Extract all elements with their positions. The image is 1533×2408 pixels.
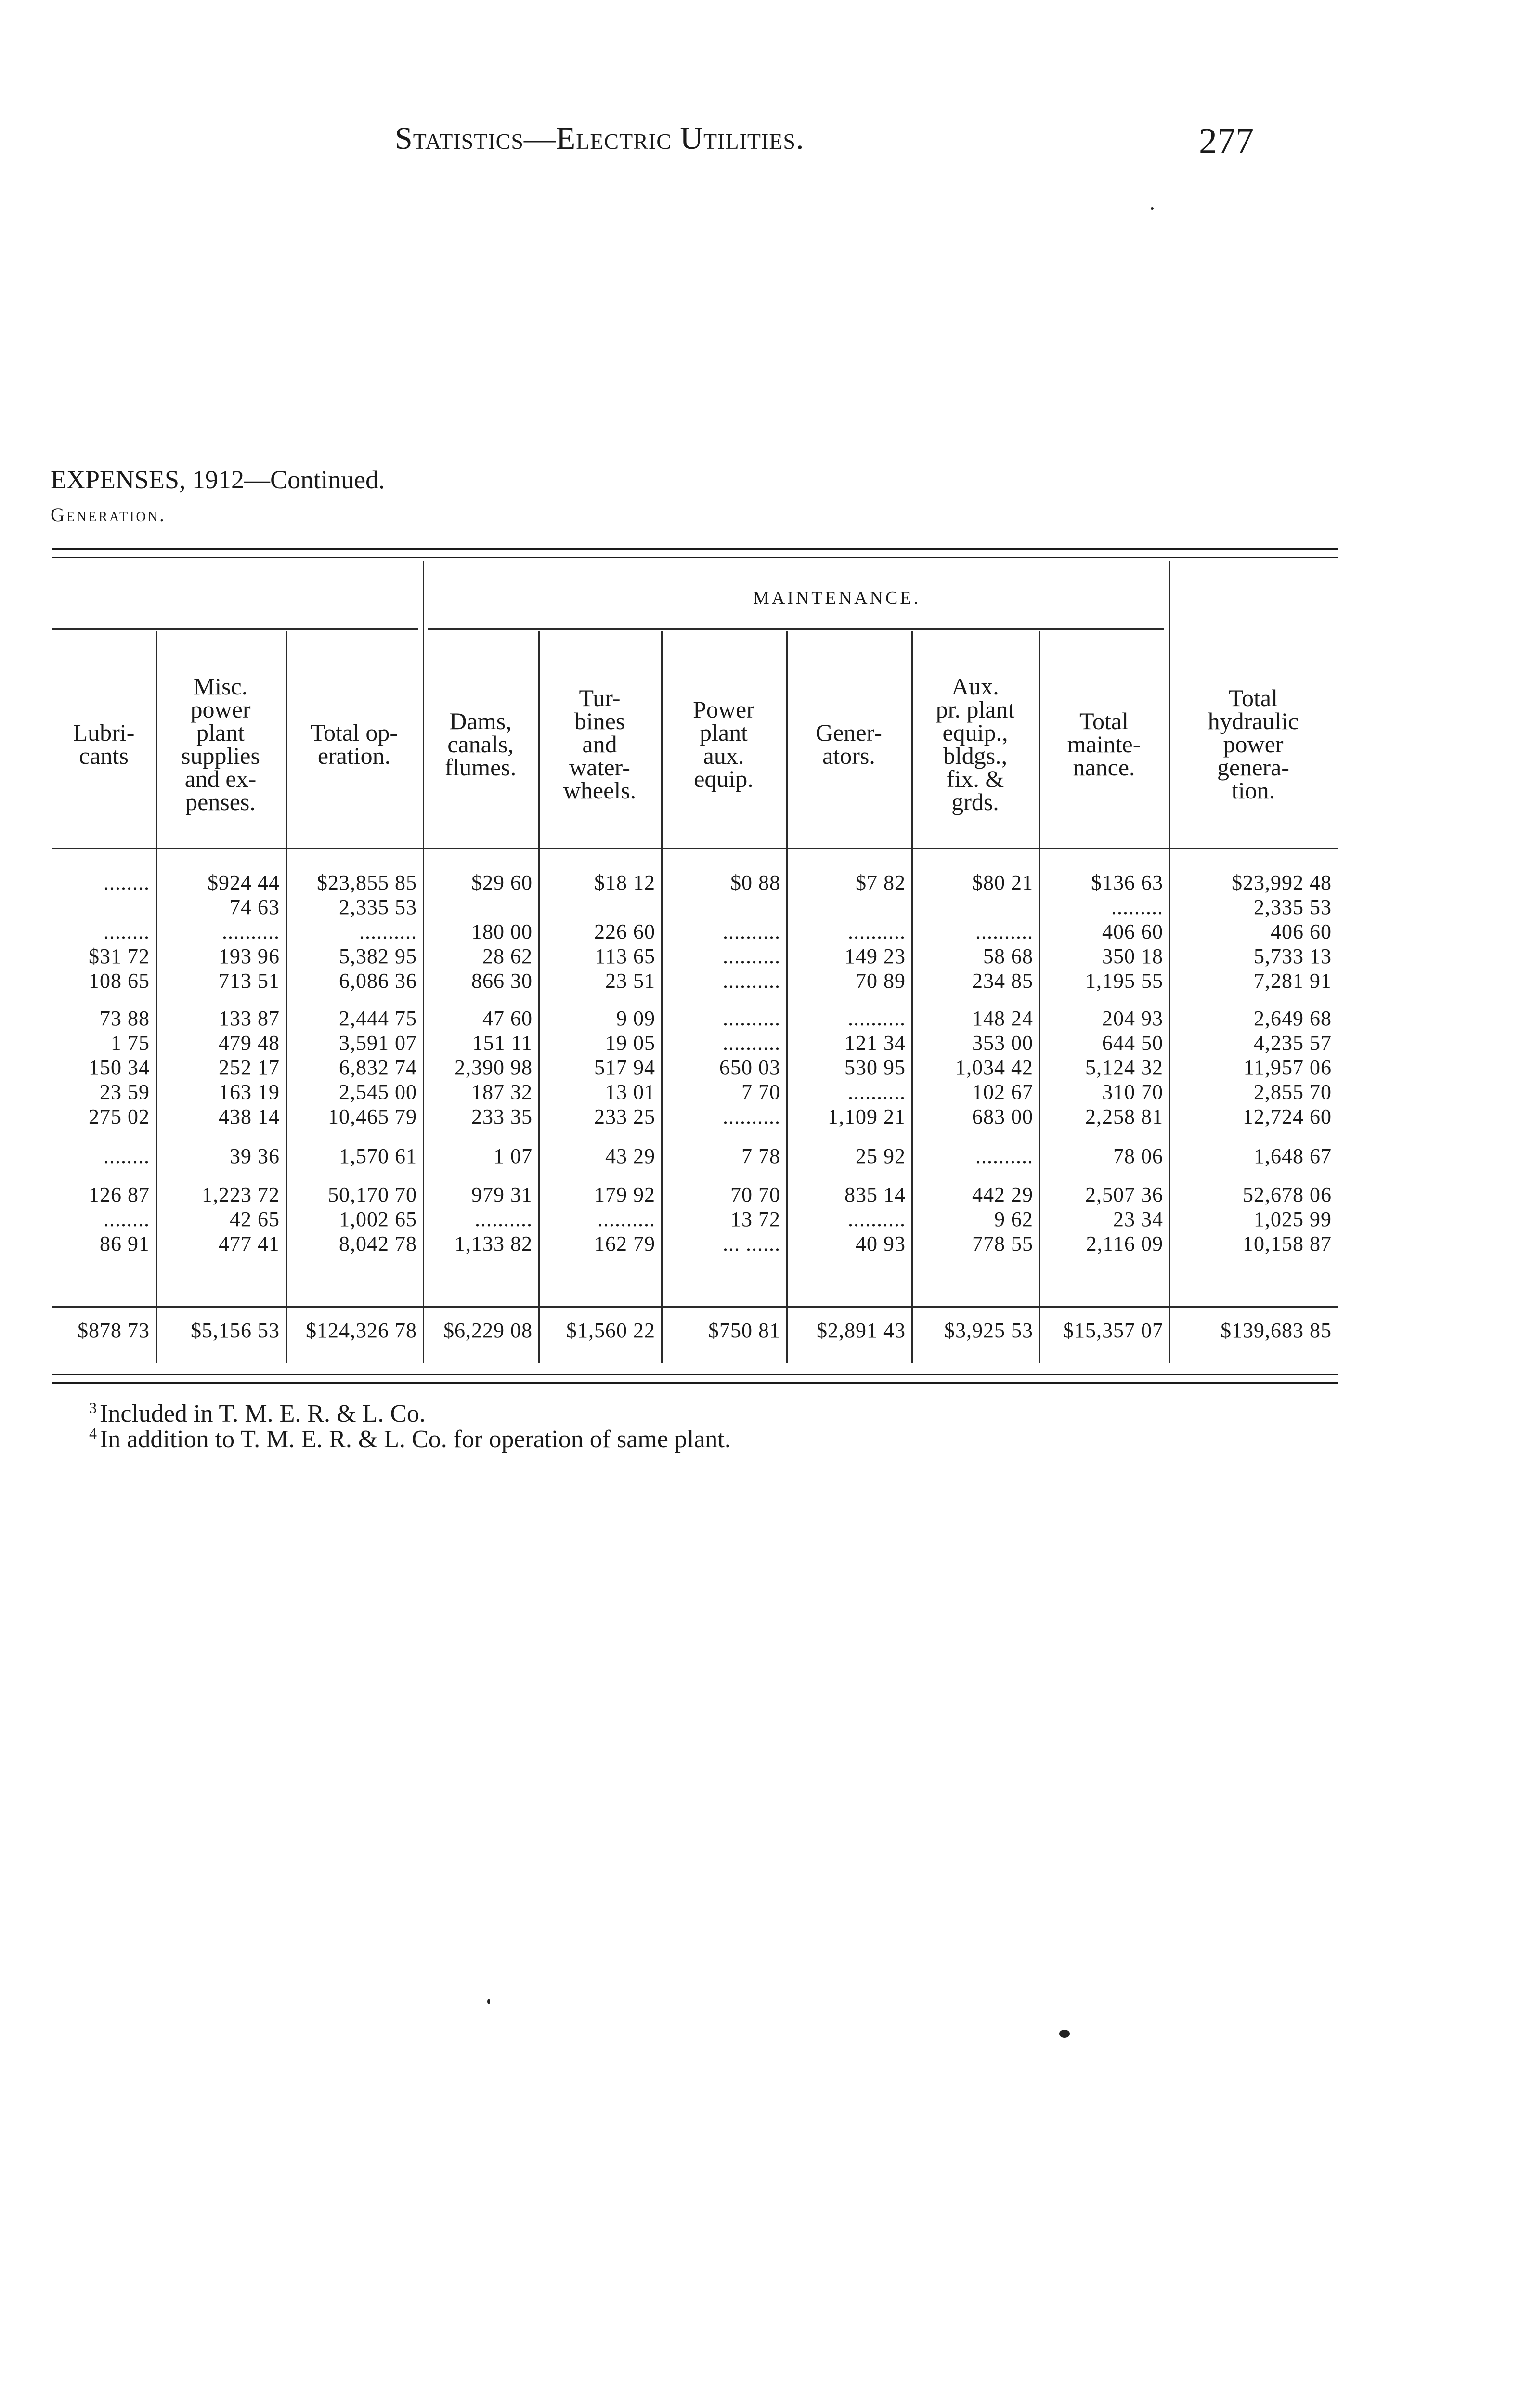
table-cell: 28 62 [482, 944, 533, 968]
table-cell: 9 09 [616, 1007, 655, 1030]
table-cell: 1,034 42 [955, 1056, 1033, 1079]
table-cell: 187 32 [471, 1080, 533, 1104]
footnote [89, 1425, 731, 1453]
footnote-text: Included in T. M. E. R. & L. Co. [100, 1400, 426, 1427]
table-cell: 2,545 00 [339, 1080, 417, 1104]
table-cell: 39 36 [230, 1144, 280, 1168]
table-cell: 835 14 [844, 1183, 906, 1206]
table-cell: 47 60 [482, 1007, 533, 1030]
expenses-table [52, 566, 1338, 1365]
table-cell: ... ...... [723, 1232, 780, 1256]
table-cell: 866 30 [471, 969, 533, 993]
table-cell: 10,465 79 [328, 1105, 417, 1128]
bottom-rule-1 [52, 1374, 1338, 1375]
table-cell: 353 00 [972, 1031, 1033, 1055]
table-cell: 979 31 [471, 1183, 533, 1206]
table-cell: 180 00 [471, 920, 533, 943]
table-cell: 406 60 [1271, 920, 1332, 943]
table-cell: 12,724 60 [1243, 1105, 1332, 1128]
table-cell: 1,133 82 [455, 1232, 533, 1256]
footnote-mark: 3 [89, 1399, 97, 1416]
table-cell: .......... [723, 920, 780, 943]
maintenance-group-header: MAINTENANCE. [753, 588, 921, 608]
column-divider [538, 631, 540, 1363]
bottom-rule-2 [52, 1382, 1338, 1384]
table-cell: .......... [475, 1207, 533, 1231]
table-cell: 13 01 [605, 1080, 655, 1104]
table-cell: 3,591 07 [339, 1031, 417, 1055]
table-cell: 50,170 70 [328, 1183, 417, 1206]
table-cell: 234 85 [972, 969, 1033, 993]
column-header: Aux. pr. plant equip., bldgs., fix. & grds. [935, 673, 1015, 815]
table-cell: 25 92 [856, 1144, 906, 1168]
table-cell: 70 89 [856, 969, 906, 993]
table-cell: 2,258 81 [1085, 1105, 1163, 1128]
column-divider [423, 561, 424, 1363]
table-cell: 7,281 91 [1254, 969, 1332, 993]
table-cell: 233 25 [594, 1105, 655, 1128]
maintenance-span-rule [428, 628, 1164, 630]
top-rule-2 [52, 557, 1338, 558]
table-cell: 644 50 [1102, 1031, 1163, 1055]
table-cell: 226 60 [594, 920, 655, 943]
table-cell: 2,116 09 [1086, 1232, 1163, 1256]
table-cell: .......... [598, 1207, 655, 1231]
table-cell: .......... [975, 920, 1033, 943]
table-cell: 179 92 [594, 1183, 655, 1206]
table-cell: 1 07 [494, 1144, 533, 1168]
table-cell: 350 18 [1102, 944, 1163, 968]
table-cell: 650 03 [719, 1056, 780, 1079]
total-cell: $750 81 [708, 1319, 780, 1342]
table-cell: ........ [104, 1144, 150, 1168]
column-divider [1169, 561, 1170, 1363]
table-cell: $7 82 [856, 871, 906, 894]
table-cell: $80 21 [972, 871, 1033, 894]
table-cell: 121 34 [844, 1031, 906, 1055]
table-cell: $18 12 [594, 871, 655, 894]
table-cell: 4,235 57 [1254, 1031, 1332, 1055]
table-cell: 58 68 [983, 944, 1033, 968]
total-cell: $3,925 53 [944, 1319, 1033, 1342]
table-cell: 42 65 [230, 1207, 280, 1231]
table-cell: 70 70 [730, 1183, 780, 1206]
total-cell: $2,891 43 [817, 1319, 906, 1342]
table-cell: $23,855 85 [317, 871, 417, 894]
table-cell: 517 94 [594, 1056, 655, 1079]
total-cell: $15,357 07 [1063, 1319, 1163, 1342]
table-cell: 1 75 [111, 1031, 150, 1055]
table-cell: .......... [848, 920, 906, 943]
total-cell: $139,683 85 [1221, 1319, 1332, 1342]
table-cell: .......... [723, 944, 780, 968]
table-cell: .......... [975, 1144, 1033, 1168]
table-cell: 193 96 [219, 944, 280, 968]
table-cell: 11,957 06 [1243, 1056, 1332, 1079]
column-header: Total op- eration. [310, 719, 398, 769]
table-cell: 52,678 06 [1243, 1183, 1332, 1206]
table-cell: $924 44 [208, 871, 280, 894]
table-cell: 406 60 [1102, 920, 1163, 943]
column-header: Total hydraulic power genera- tion. [1208, 684, 1299, 804]
total-cell: $5,156 53 [191, 1319, 280, 1342]
print-speck [1059, 2030, 1070, 2038]
table-cell: 10,158 87 [1243, 1232, 1332, 1256]
table-cell: 204 93 [1102, 1007, 1163, 1030]
table-cell: 1,648 67 [1254, 1144, 1332, 1168]
table-cell: .......... [848, 1207, 906, 1231]
table-cell: 148 24 [972, 1007, 1033, 1030]
table-cell: 1,570 61 [339, 1144, 417, 1168]
table-cell: 126 87 [89, 1183, 150, 1206]
total-cell: $878 73 [78, 1319, 150, 1342]
column-header: Total mainte- nance. [1067, 707, 1141, 781]
table-cell: 2,855 70 [1254, 1080, 1332, 1104]
table-cell: 13 72 [730, 1207, 780, 1231]
table-cell: .......... [723, 1007, 780, 1030]
running-title: Statistics—Electric Utilities. [395, 121, 805, 156]
total-cell: $6,229 08 [443, 1319, 533, 1342]
table-cell: 2,335 53 [1254, 895, 1332, 919]
table-cell: 5,382 95 [339, 944, 417, 968]
table-cell: 252 17 [219, 1056, 280, 1079]
table-cell: 438 14 [219, 1105, 280, 1128]
table-cell: .......... [359, 920, 417, 943]
table-cell: .......... [723, 1031, 780, 1055]
table-cell: ........ [104, 920, 150, 943]
table-cell: 108 65 [89, 969, 150, 993]
table-cell: 74 63 [230, 895, 280, 919]
table-cell: ........ [104, 871, 150, 894]
column-header: Dams, canals, flumes. [444, 707, 517, 781]
table-cell: 40 93 [856, 1232, 906, 1256]
table-cell: 275 02 [89, 1105, 150, 1128]
footnote-text: In addition to T. M. E. R. & L. Co. for operation of same plant. [100, 1426, 731, 1453]
column-header: Tur- bines and water- wheels. [563, 684, 637, 804]
header-bottom-rule [52, 848, 1338, 849]
table-cell: 73 88 [100, 1007, 150, 1030]
section-subtitle: Generation. [51, 504, 166, 525]
table-cell: 151 11 [472, 1031, 533, 1055]
print-speck [1151, 207, 1154, 210]
table-cell: 8,042 78 [339, 1232, 417, 1256]
table-cell: 2,444 75 [339, 1007, 417, 1030]
table-cell: 1,195 55 [1085, 969, 1163, 993]
table-cell: 1,109 21 [828, 1105, 906, 1128]
column-header: Lubri- cants [73, 719, 135, 769]
table-cell: 163 19 [219, 1080, 280, 1104]
footnote [89, 1399, 426, 1428]
table-cell: 1,002 65 [339, 1207, 417, 1231]
table-cell: 713 51 [219, 969, 280, 993]
table-cell: 2,335 53 [339, 895, 417, 919]
table-cell: .......... [848, 1007, 906, 1030]
column-divider [286, 631, 287, 1363]
table-cell: ......... [1111, 895, 1163, 919]
table-cell: 102 67 [972, 1080, 1033, 1104]
table-cell: 2,390 98 [455, 1056, 533, 1079]
table-cell: 7 70 [741, 1080, 780, 1104]
table-cell: 9 62 [994, 1207, 1033, 1231]
table-cell: 442 29 [972, 1183, 1033, 1206]
table-cell: 133 87 [219, 1007, 280, 1030]
total-cell: $1,560 22 [566, 1319, 655, 1342]
column-header: Power plant aux. equip. [693, 696, 754, 792]
table-cell: 479 48 [219, 1031, 280, 1055]
table-cell: 5,733 13 [1254, 944, 1332, 968]
table-cell: .......... [222, 920, 280, 943]
table-cell: 233 35 [471, 1105, 533, 1128]
table-cell: 778 55 [972, 1232, 1033, 1256]
table-cell: $23,992 48 [1232, 871, 1332, 894]
column-divider [911, 631, 913, 1363]
table-cell: 19 05 [605, 1031, 655, 1055]
table-cell: .......... [723, 1105, 780, 1128]
table-cell: $136 63 [1091, 871, 1163, 894]
header-rule-left [52, 628, 418, 630]
table-cell: 23 34 [1113, 1207, 1163, 1231]
column-divider [661, 631, 663, 1363]
table-cell: 530 95 [844, 1056, 906, 1079]
table-cell: $31 72 [89, 944, 150, 968]
top-rule-1 [52, 548, 1338, 550]
table-cell: 2,649 68 [1254, 1007, 1332, 1030]
table-cell: 23 59 [100, 1080, 150, 1104]
table-cell: 43 29 [605, 1144, 655, 1168]
table-cell: 150 34 [89, 1056, 150, 1079]
page-number: 277 [1199, 121, 1254, 161]
print-speck [487, 1999, 490, 2004]
column-divider [156, 631, 157, 1363]
table-cell: 477 41 [219, 1232, 280, 1256]
table-cell: 1,223 72 [202, 1183, 280, 1206]
table-cell: $29 60 [471, 871, 533, 894]
table-cell: 78 06 [1113, 1144, 1163, 1168]
table-cell: 683 00 [972, 1105, 1033, 1128]
table-cell: 310 70 [1102, 1080, 1163, 1104]
table-cell: 113 65 [595, 944, 655, 968]
table-cell: 162 79 [594, 1232, 655, 1256]
footnote-mark: 4 [89, 1425, 97, 1442]
table-cell: 1,025 99 [1254, 1207, 1332, 1231]
table-cell: 5,124 32 [1085, 1056, 1163, 1079]
table-cell: 6,832 74 [339, 1056, 417, 1079]
table-cell: .......... [848, 1080, 906, 1104]
column-divider [1039, 631, 1040, 1363]
table-cell: 7 78 [741, 1144, 780, 1168]
totals-rule [52, 1306, 1338, 1308]
table-cell: 149 23 [844, 944, 906, 968]
table-cell: 2,507 36 [1085, 1183, 1163, 1206]
section-title: EXPENSES, 1912—Continued. [51, 465, 385, 494]
table-cell: 23 51 [605, 969, 655, 993]
table-cell: .......... [723, 969, 780, 993]
column-header: Gener- ators. [816, 719, 882, 769]
table-cell: 6,086 36 [339, 969, 417, 993]
table-cell: 86 91 [100, 1232, 150, 1256]
table-cell: $0 88 [730, 871, 780, 894]
column-divider [786, 631, 788, 1363]
table-cell: ........ [104, 1207, 150, 1231]
total-cell: $124,326 78 [306, 1319, 417, 1342]
column-header: Misc. power plant supplies and ex- penses. [181, 673, 260, 815]
